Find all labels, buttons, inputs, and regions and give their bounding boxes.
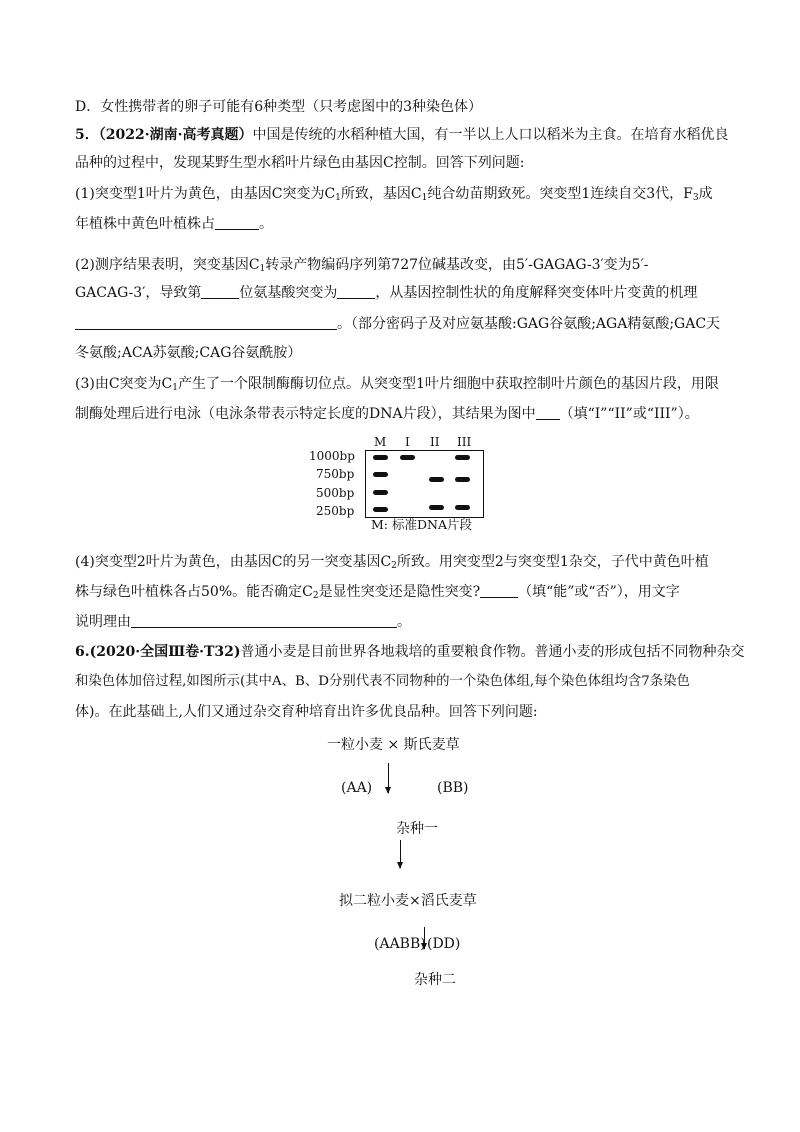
q5-part2-line4: 冬氨酸;ACA苏氨酸;CAG谷氨酰胺）	[75, 345, 302, 361]
band-i-1000	[400, 455, 415, 460]
lane-label-ii: II	[430, 435, 440, 449]
q5-p2-text-f: 。（部分密码子及对应氨基酸:GAG谷氨酸;AGA精氨酸;GAC天	[337, 316, 721, 332]
answer-blank[interactable]	[201, 284, 239, 299]
band-m-250	[373, 507, 388, 512]
hybrid-one: 杂种一	[396, 821, 438, 837]
answer-blank[interactable]	[215, 215, 259, 230]
q5-p4-text-e: （填“能”或“否”），用文字	[518, 584, 680, 600]
q6-intro-line3: 体)。在此基础上,人们又通过杂交育种培育出许多优良品种。回答下列问题:	[75, 704, 538, 720]
q5-p3-text-d: （填“I”“II”或“III”）。	[559, 406, 699, 422]
q5-p4-text-b: 所致。用突变型2与突变型1杂交，子代中黄色叶植	[396, 554, 709, 570]
subscript: 1	[335, 193, 341, 203]
cross1-genome-right: (BB)	[437, 780, 469, 796]
answer-blank[interactable]	[536, 405, 560, 420]
band-iii-upper	[455, 477, 470, 482]
electrophoresis-gel-figure	[291, 435, 491, 535]
q5-part3-line1	[75, 374, 719, 394]
q5-p4-text-a: (4)突变型2叶片为黄色，由基因C的另一突变基因C	[75, 554, 392, 570]
q5-part4-line1	[75, 552, 709, 572]
q6-source: 2020·全国Ⅲ卷·T32)	[96, 644, 241, 660]
band-iii-lower	[455, 505, 470, 510]
q5-p3-text-b: 产生了一个限制酶酶切位点。从突变型1叶片细胞中获取控制叶片颜色的基因片段，用限	[178, 376, 719, 392]
size-label-250bp: 250bp	[316, 504, 355, 518]
q5-intro-line2: 品种的过程中，发现某野生型水稻叶片绿色由基因C控制。回答下列问题:	[75, 155, 525, 171]
subscript: 3	[692, 193, 699, 203]
lane-label-i: I	[405, 435, 410, 449]
size-label-1000bp: 1000bp	[309, 449, 355, 463]
q5-intro-line1	[75, 125, 728, 145]
q5-p1-text-e: 年植株中黄色叶植株占	[75, 216, 215, 232]
band-m-750	[373, 472, 388, 477]
q4-option-d: D．女性携带者的卵子可能有6种类型（只考虑图中的3种染色体）	[75, 99, 483, 115]
q5-number: 5．	[75, 127, 99, 143]
q5-part2-line3	[75, 314, 720, 334]
q5-p3-text-a: (3)由C突变为C	[75, 376, 173, 392]
q6-intro-text: 普通小麦是目前世界各地栽培的重要粮食作物。普通小麦的形成包括不同物种杂交	[240, 644, 745, 660]
q5-p4-text-g: 。	[397, 614, 411, 630]
q5-source: （2022·湖南·高考真题）	[98, 127, 253, 143]
cross2-genome-left: (AABB)	[374, 936, 426, 952]
band-m-1000	[373, 455, 388, 460]
cross1-parents: 一粒小麦 × 斯氏麦草	[327, 737, 460, 753]
lane-label-iii: III	[457, 435, 472, 449]
q5-p2-text-a: (2)测序结果表明，突变基因C	[75, 257, 260, 273]
q5-p3-text-c: 制酶处理后进行电泳（电泳条带表示特定长度的DNA片段），其结果为图中	[75, 406, 536, 422]
band-m-500	[373, 490, 388, 495]
answer-blank[interactable]	[337, 284, 375, 299]
cross1-arrow	[388, 763, 389, 793]
q5-part4-line3	[75, 612, 411, 632]
lane-label-m: M	[374, 435, 387, 449]
band-iii-1000	[455, 455, 470, 460]
q5-p2-text-d: 位氨基酸突变为	[239, 285, 338, 301]
q6-intro-line1	[75, 642, 745, 662]
band-ii-upper	[429, 477, 444, 482]
q5-p1-text-d: 成	[698, 186, 713, 202]
band-ii-lower	[429, 505, 444, 510]
cross2-parents: 拟二粒小麦×滔氏麦草	[339, 893, 477, 909]
q5-p2-text-c: GACAG-3′，导致第	[75, 285, 202, 301]
cross2-genome-right: (DD)	[427, 936, 461, 952]
q5-part1-line1	[75, 184, 713, 204]
q5-part4-line2	[75, 582, 680, 602]
q6-number: 6.(	[75, 644, 97, 660]
answer-blank[interactable]	[131, 613, 397, 628]
size-label-750bp: 750bp	[316, 467, 355, 481]
doubling-arrow	[400, 840, 401, 868]
subscript: 1	[421, 193, 428, 203]
subscript: 2	[391, 561, 397, 571]
q5-p1-text-b: 所致，基因C	[340, 186, 422, 202]
size-label-500bp: 500bp	[316, 486, 355, 500]
gel-caption: M: 标准DNA片段	[371, 517, 472, 532]
q5-intro-text: 中国是传统的水稻种植大国，有一半以上人口以稻米为主食。在培育水稻优良	[252, 127, 729, 143]
q5-p4-text-c: 株与绿色叶植株各占50%。能否确定C	[75, 584, 313, 600]
q5-p4-text-f: 说明理由	[75, 614, 131, 630]
hybrid-two: 杂种二	[414, 972, 456, 988]
q5-p1-text-f: 。	[259, 216, 273, 232]
subscript: 1	[172, 383, 178, 393]
q6-intro-line2: 和染色体加倍过程,如图所示(其中A、B、D分别代表不同物种的一个染色体组,每个染色体组均含7条染色	[75, 674, 690, 689]
q5-part2-line1	[75, 255, 648, 275]
q5-part3-line2	[75, 404, 699, 424]
answer-blank[interactable]	[480, 583, 518, 598]
subscript: 2	[312, 591, 319, 601]
q5-part2-line2	[75, 283, 697, 303]
q5-part1-line2	[75, 214, 273, 234]
subscript: 1	[259, 264, 266, 274]
answer-blank[interactable]	[75, 315, 337, 330]
q5-p2-text-b: 转录产物编码序列第727位碱基改变，由5′-GAGAG-3′变为5′-	[265, 257, 649, 273]
q5-p4-text-d: 是显性突变还是隐性突变?	[318, 584, 481, 600]
q5-p2-text-e: ，从基因控制性状的角度解释突变体叶片变黄的机理	[375, 285, 698, 301]
q5-p1-text-c: 纯合幼苗期致死。突变型1连续自交3代，F	[427, 186, 693, 202]
cross1-genome-left: (AA)	[341, 780, 373, 796]
q5-p1-text-a: (1)突变型1叶片为黄色，由基因C突变为C	[75, 186, 336, 202]
